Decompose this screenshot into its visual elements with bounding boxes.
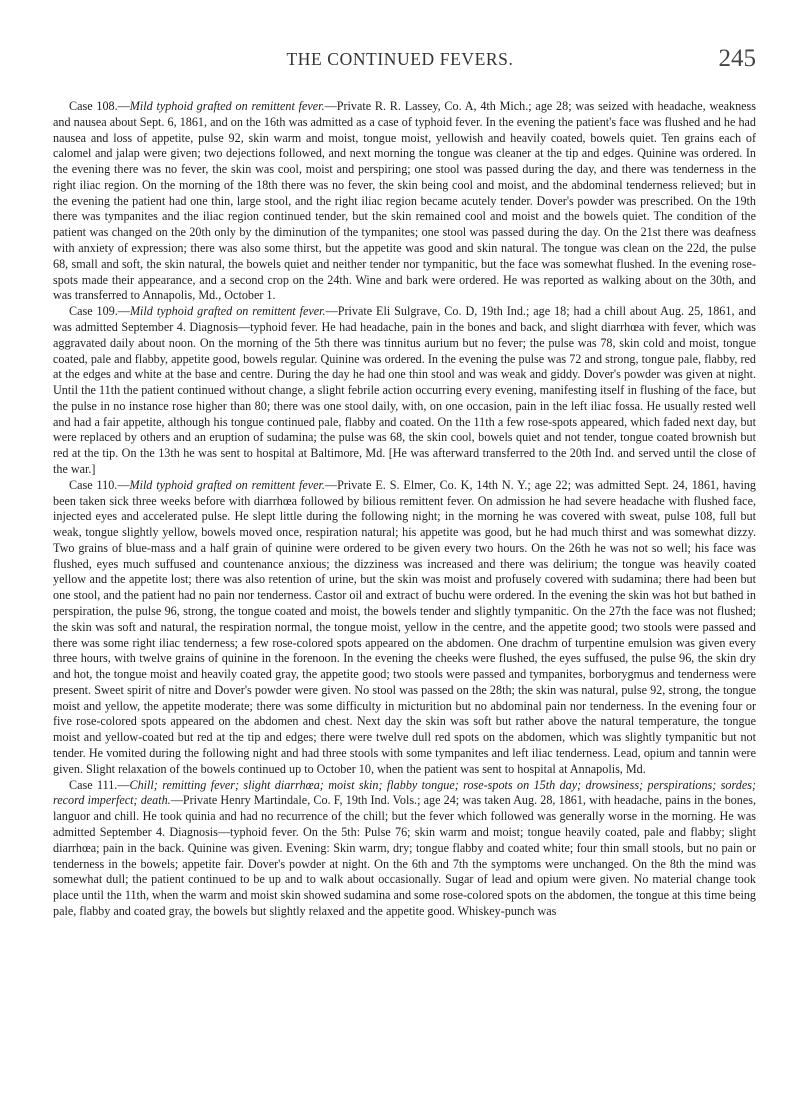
case-title: Mild typhoid grafted on remittent fever.: [129, 99, 325, 113]
case-label: Case 111.: [69, 777, 118, 792]
case-label: Case 110.: [69, 477, 118, 492]
page-header: [0, 45, 800, 75]
case-text: Private R. R. Lassey, Co. A, 4th Mich.; age 28; was seized with headache, weakness and nausea about Sept. 6, 1861, and on the 16th was admitted as a case of typhoid fever. In the evening the patient's face was flushed and he had nausea and loss of appetite, pulse 92, skin warm and moist, tongue moist, yellowish and heavily coated, bowels quiet. Ten grains each of calomel and jalap were given; two dejections followed, and next morning the tongue was cleaner at the tip and edges. Quinine was ordered. In the evening there was no fever, the skin was cool, moist and perspiring; one stool was passed during the day, and there was tenderness in the right iliac region. On the morning of the 18th there was no fever, the skin being cool and moist, and the abdominal tenderness relieved; but in the evening the patient had one thin, large stool, and the right iliac region became acutely tender. Dover's powder was prescribed. On the 19th there was tympanites and the iliac region continued tender, but the skin remained cool and moist and the bowels quiet. The condition of the patient was changed on the 20th only by the diminution of the tympanites; one stool was passed during the day. On the 21st there was deafness with anxiety of expression; there was also some thirst, but the appetite was good and skin natural. The tongue was clean on the 22d, the pulse 68, small and soft, the skin natural, the bowels quiet and neither tender nor tympanitic, but the face was somewhat flushed. In the evening rose-spots made their appearance, and a second crop on the 24th. Wine and bark were ordered. He was reported as walking about on the 30th, and was transferred to Annapolis, Md., October 1.: [53, 99, 756, 303]
case-reports: [53, 99, 756, 920]
case-111: Case 111.—Chill; remitting fever; slight diarrhœa; moist skin; flabby tongue; rose-spots on 15th day; drowsiness; perspirations; sordes; record imperfect; death.—Private Henry Martindale, Co. F, 19th Ind. Vols.; age 24; was taken Aug. 28, 1861, with headache, pains in the bones, languor and chill. He took quinia and had no recurrence of the chill; but the fever which followed was generally worse in the morning. He was admitted September 4. Diagnosis—typhoid fever. On the 5th: Pulse 76; skin warm and moist; tongue heavily coated, pale and flabby; slight diarrhœa; pain in the back. Quinine was given. Evening: Skin warm, dry; tongue flabby and coated white; four thin small stools, but no pain or tenderness in the bowels; appetite fair. Dover's powder at night. On the 6th and 7th the symptoms were unchanged. On the 8th the mind was somewhat dull; the patient continued to be up and to walk about occasionally. Sugar of lead and opium were given. No material change took place until the 11th, when the warm and moist skin showed sudamina and some rose-colored spots on the abdomen, the tongue at this time being pale, flabby and coated gray, the bowels but slightly relaxed and the appetite good. Whiskey-punch was: [53, 777, 757, 918]
case-109: Case 109.—Mild typhoid grafted on remittent fever.—Private Eli Sulgrave, Co. D, 19th Ind.; age 18; had a chill about Aug. 25, 1861, and was admitted September 4. Diagnosis—typhoid fever. He had headache, pain in the bones and back, and slight diarrhœa with fever, which was aggravated daily about noon. On the morning of the 5th there was tinnitus aurium but no fever; the pulse was 78, skin cold and moist, tongue coated, pale and flabby, appetite good, bowels regular. Quinine was ordered. In the evening the pulse was 72 and strong, tongue pale, flabby, red at the edges and white at the base and centre. During the day he had one thin stool and was weak and giddy. Dover's powder was given at night. Until the 11th the patient continued without change, a slight febrile action occurring every evening, manifesting itself in flushing of the face, but the pulse in no instance rose higher than 80; there was one stool daily, with, on one occasion, pain in the left iliac fossa. He usually rested well and had a fair appetite, although his tongue continued pale, flabby and coated. On the 11th a few rose-spots appeared, which faded next day, but were replaced by others and an eruption of sudamina; the pulse was 68, the skin cool, bowels quiet and not tender, tongue coated brownish but red at the tip. On the 13th he was sent to hospital at Baltimore, Md. [He was afterward transferred to the 20th Ind. and served until the close of the war.]: [53, 304, 756, 476]
case-label: Case 108.: [69, 99, 118, 113]
case-text: Private Eli Sulgrave, Co. D, 19th Ind.; age 18; had a chill about Aug. 25, 1861, and was admitted September 4. Diagnosis—typhoid fever. He had headache, pain in the bones and back, and slight diarrhœa with fever, which was aggravated daily about noon. On the morning of the 5th there was tinnitus aurium but no fever; the pulse was 78, skin cold and moist, tongue coated, pale and flabby, appetite good, bowels regular. Quinine was ordered. In the evening the pulse was 72 and strong, tongue pale, flabby, red at the edges and white at the base and centre. During the day he had one thin stool and was weak and giddy. Dover's powder was given at night. Until the 11th the patient continued without change, a slight febrile action occurring every evening, manifesting itself in flushing of the face, but the pulse in no instance rose higher than 80; there was one stool daily, with, on one occasion, pain in the left iliac fossa. He usually rested well and had a fair appetite, although his tongue continued pale, flabby and coated. On the 11th a few rose-spots appeared, which faded next day, but were replaced by others and an eruption of sudamina; the pulse was 68, the skin cool, bowels quiet and not tender, tongue coated brownish but red at the tip. On the 13th he was sent to hospital at Baltimore, Md. [He was afterward transferred to the 20th Ind. and served until the close of the war.]: [53, 304, 756, 476]
case-title: Chill; remitting fever; slight diarrhœa; moist skin; flabby tongue; rose-spots on 15th day; drowsiness; perspirations; sordes; record imperfect; death.: [53, 777, 757, 808]
case-title: Mild typhoid grafted on remittent fever.: [129, 304, 326, 319]
case-110: Case 110.—Mild typhoid grafted on remittent fever.—Private E. S. Elmer, Co. K, 14th N. Y.; age 22; was admitted Sept. 24, 1861, having been taken sick three weeks before with diarrhœa followed by bilious remittent fever. On admission he had severe headache with flushed face, injected eyes and accelerated pulse. He slept little during the following night; in the morning he was covered with sweat, pulse 108, full but weak, tongue slightly yellow, bowels moved once, respiration natural; his appetite was good, but he had much thirst and was somewhat dizzy. Two grains of blue-mass and a half grain of quinine were ordered to be given every two hours. On the 26th he was not so well; his face was flushed, eyes much suffused and countenance anxious; the dizziness was increased and there was delirium; the tongue was heavily coated yellow and the appetite lost; there was also retention of urine, but the skin was moist and profusely covered with sudamina; there had been but one stool, and the patient had no pain nor tenderness. Castor oil and extract of buchu were ordered. In the evening the skin was hot but bathed in perspiration, the pulse 96, strong, the tongue coated and moist, the bowels tender and slightly tympanitic. On the 27th the face was not flushed; the skin was soft and natural, the respiration normal, the tongue moist, yellow in the centre, and the appetite good; two stools were passed and there was some right iliac tenderness; a few rose-colored spots appeared on the abdomen. One drachm of turpentine emulsion was given every three hours, with twelve grains of quinine in the forenoon. In the evening the cheeks were flushed, the eyes suffused, the pulse 96, the skin dry and hot, the tongue moist and heavily coated gray, the appetite good; two stools were passed and tympanites, borborygmus and tenderness were present. Sweet spirit of nitre and Dover's powder were given. No stool was passed on the 28th; the skin was natural, pulse 92, strong, the tongue moist and yellow, the appetite moderate; there was some difficulty in micturition but no abdominal pain nor tenderness. In the evening four or five rose-colored spots appeared on the abdomen and chest. Next day the skin was soft but rather above the natural temperature, the tongue moist and yellow-coated but red at the tip and edges; there were twelve dull red spots on the abdomen, which was slightly tympanitic but not tender. He vomited during the following night and had three stools with some tympanites and left iliac tenderness. Lead, opium and tannin were given. Slight relaxation of the bowels continued up to October 10, when the patient was sent to hospital at Annapolis, Md.: [53, 477, 756, 776]
page-number: 245: [718, 45, 756, 72]
running-title: THE CONTINUED FEVERS.: [286, 49, 514, 69]
case-label: Case 109.: [69, 304, 118, 319]
case-title: Mild typhoid grafted on remittent fever.: [129, 477, 325, 492]
case-text: Private Henry Martindale, Co. F, 19th Ind. Vols.; age 24; was taken Aug. 28, 1861, with headache, pains in the bones, languor and chill. He took quinia and had no recurrence of the chill; but the fever which followed was generally worse in the morning. He was admitted September 4. Diagnosis—typhoid fever. On the 5th: Pulse 76; skin warm and moist; tongue heavily coated, pale and flabby; slight diarrhœa; pain in the back. Quinine was given. Evening: Skin warm, dry; tongue flabby and coated white; four thin small stools, but no pain or tenderness in the bowels; appetite fair. Dover's powder at night. On the 6th and 7th the symptoms were unchanged. On the 8th the mind was somewhat dull; the patient continued to be up and to walk about occasionally. Sugar of lead and opium were given. No material change took place until the 11th, when the warm and moist skin showed sudamina and some rose-colored spots on the abdomen, the tongue at this time being pale, flabby and coated gray, the bowels but slightly relaxed and the appetite good. Whiskey-punch was: [53, 793, 756, 918]
case-text: Private E. S. Elmer, Co. K, 14th N. Y.; age 22; was admitted Sept. 24, 1861, having been taken sick three weeks before with diarrhœa followed by bilious remittent fever. On admission he had severe headache with flushed face, injected eyes and accelerated pulse. He slept little during the following night; in the morning he was covered with sweat, pulse 108, full but weak, tongue slightly yellow, bowels moved once, respiration natural; his appetite was good, but he had much thirst and was somewhat dizzy. Two grains of blue-mass and a half grain of quinine were ordered to be given every two hours. On the 26th he was not so well; his face was flushed, eyes much suffused and countenance anxious; the dizziness was increased and there was delirium; the tongue was heavily coated yellow and the appetite lost; there was also retention of urine, but the skin was moist and profusely covered with sudamina; there had been but one stool, and the patient had no pain nor tenderness. Castor oil and extract of buchu were ordered. In the evening the skin was hot but bathed in perspiration, the pulse 96, strong, the tongue coated and moist, the bowels tender and slightly tympanitic. On the 27th the face was not flushed; the skin was soft and natural, the respiration normal, the tongue moist, yellow in the centre, and the appetite good; two stools were passed and there was some right iliac tenderness; a few rose-colored spots appeared on the abdomen. One drachm of turpentine emulsion was given every three hours, with twelve grains of quinine in the forenoon. In the evening the cheeks were flushed, the eyes suffused, the pulse 96, the skin dry and hot, the tongue moist and heavily coated gray, the appetite good; two stools were passed and tympanites, borborygmus and tenderness were present. Sweet spirit of nitre and Dover's powder were given. No stool was passed on the 28th; the skin was natural, pulse 92, strong, the tongue moist and yellow, the appetite moderate; there was some difficulty in micturition but no abdominal pain nor tenderness. In the evening four or five rose-colored spots appeared on the abdomen and chest. Next day the skin was soft but rather above the natural temperature, the tongue moist and yellow-coated but red at the tip and edges; there were twelve dull red spots on the abdomen, which was slightly tympanitic but not tender. He vomited during the following night and had three stools with some tympanites and left iliac tenderness. Lead, opium and tannin were given. Slight relaxation of the bowels continued up to October 10, when the patient was sent to hospital at Annapolis, Md.: [53, 477, 756, 776]
case-108: Case 108.—Mild typhoid grafted on remittent fever.—Private R. R. Lassey, Co. A, 4th Mich.; age 28; was seized with headache, weakness and nausea about Sept. 6, 1861, and on the 16th was admitted as a case of typhoid fever. In the evening the patient's face was flushed and he had nausea and loss of appetite, pulse 92, skin warm and moist, tongue moist, yellowish and heavily coated, bowels quiet. Ten grains each of calomel and jalap were given; two dejections followed, and next morning the tongue was cleaner at the tip and edges. Quinine was ordered. In the evening there was no fever, the skin was cool, moist and perspiring; one stool was passed during the day, and there was tenderness in the right iliac region. On the morning of the 18th there was no fever, the skin being cool and moist, and the abdominal tenderness relieved; but in the evening the patient had one thin, large stool, and the right iliac region became acutely tender. Dover's powder was prescribed. On the 19th there was tympanites and the iliac region continued tender, but the skin remained cool and moist and the bowels quiet. The condition of the patient was changed on the 20th only by the diminution of the tympanites; one stool was passed during the day. On the 21st there was deafness with anxiety of expression; there was also some thirst, but the appetite was good and skin natural. The tongue was clean on the 22d, the pulse 68, small and soft, the skin natural, the bowels quiet and neither tender nor tympanitic, but the face was somewhat flushed. In the evening rose-spots made their appearance, and a second crop on the 24th. Wine and bark were ordered. He was reported as walking about on the 30th, and was transferred to Annapolis, Md., October 1.: [53, 99, 756, 303]
